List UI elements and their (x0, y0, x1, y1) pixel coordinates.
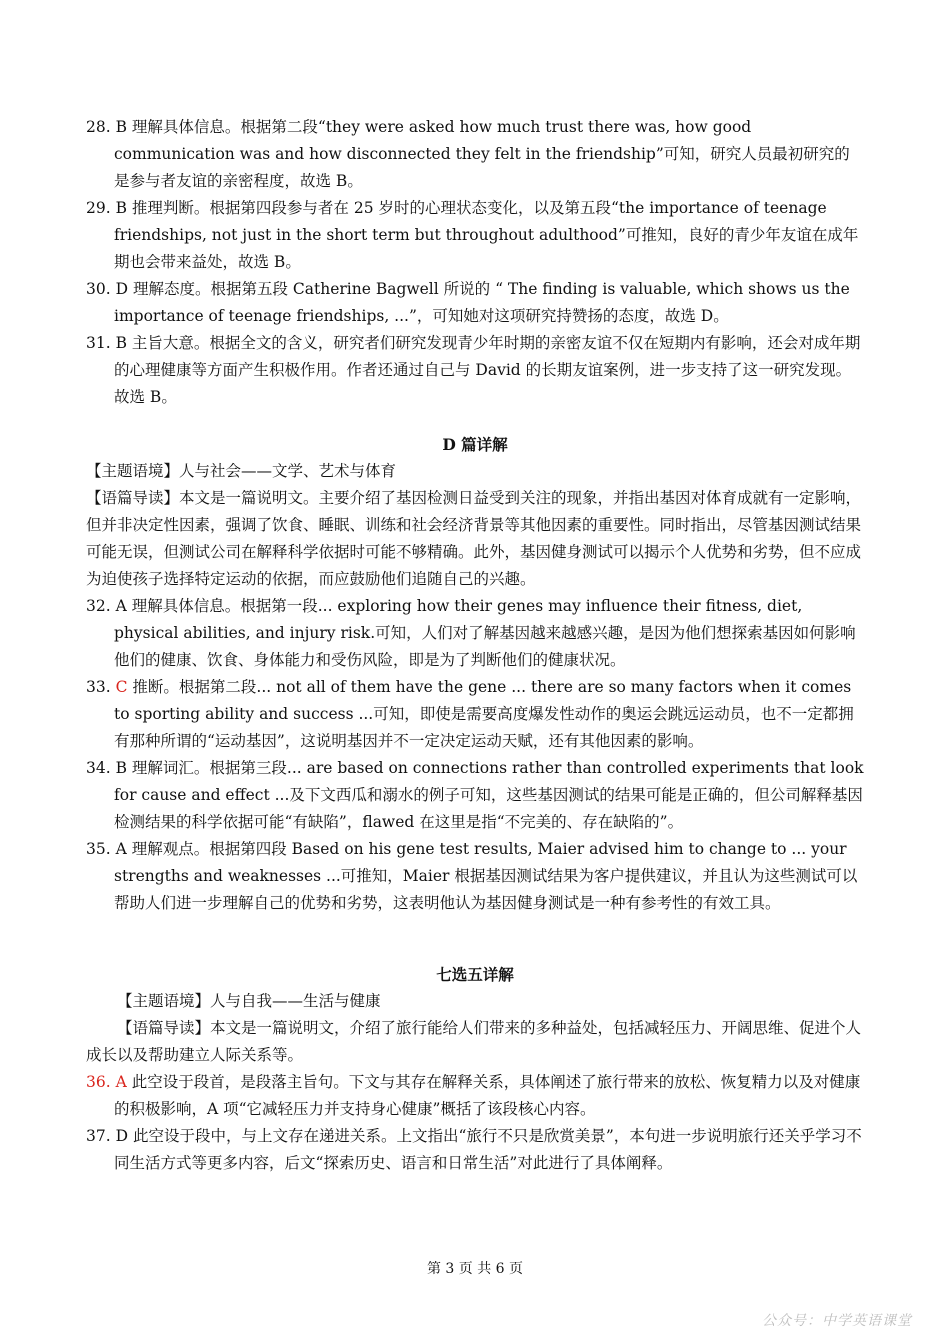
question-33 (86, 674, 864, 755)
question-37 (86, 1123, 864, 1177)
question-number: 35. A (86, 840, 127, 858)
question-number-red: 36. A (86, 1073, 127, 1091)
section-d-theme: 【主题语境】人与社会——文学、艺术与体育 (86, 462, 397, 480)
question-explanation: 此空设于段首，是段落主旨句。下文与其存在解释关系，具体阐述了旅行带来的放松、恢复精力以及对健康的积极影响，A 项“它减轻压力并支持身心健康”概括了该段核心内容。 (114, 1073, 861, 1118)
question-31 (86, 330, 864, 411)
question-explanation: 理解具体信息。根据第二段“they were asked how much trust there was, how good communication was and how disconnected they felt in the friendship”可知，研究人员最初研究的是参与者友谊的亲密程度，故选 B。 (114, 118, 850, 190)
question-number: 33. (86, 678, 111, 696)
section-d-guide: 【语篇导读】本文是一篇说明文。主要介绍了基因检测日益受到关注的现象，并指出基因对体育成就有一定影响，但并非决定性因素，强调了饮食、睡眠、训练和社会经济背景等其他因素的重要性。同时指出，尽管基因测试结果可能无误，但测试公司在解释科学依据时可能不够精确。此外，基因健身测试可以揭示个人优势和劣势，但不应成为迫使孩子选择特定运动的依据，而应鼓励他们追随自己的兴趣。 (86, 489, 862, 588)
question-explanation: 推理判断。根据第四段参与者在 25 岁时的心理状态变化，以及第五段“the importance of teenage friendships, not just in the short term but throughout adulthood”可推知，良好的青少年友谊在成年期也会带来益处，故选 B。 (114, 199, 859, 271)
question-36 (86, 1069, 864, 1123)
question-28 (86, 114, 864, 195)
question-number: 29. B (86, 199, 127, 217)
question-35 (86, 836, 864, 917)
question-explanation: 此空设于段中，与上文存在递进关系。上文指出“旅行不只是欣赏美景”，本句进一步说明旅行还关乎学习不同生活方式等更多内容，后文“探索历史、语言和日常生活”对此进行了具体阐释。 (114, 1127, 862, 1172)
question-29 (86, 195, 864, 276)
answer-letter-red: C (115, 678, 128, 696)
section-d-heading: D 篇详解 (442, 435, 508, 454)
page-content (86, 114, 864, 1177)
question-explanation: 理解观点。根据第四段 Based on his gene test results, Maier advised him to change to ... your strengths and weaknesses ...可推知，Maier 根据基因测试结果为客户提供建议，并且认为这些测试可以帮助人们进一步理解自己的优势和劣势，这表明他认为基因健身测试是一种有参考性的有效工具。 (114, 840, 858, 912)
section-qxw-heading: 七选五详解 (436, 965, 514, 984)
question-explanation: 理解具体信息。根据第一段... exploring how their genes may influence their fitness, diet, physical abilities, and injury risk.可知，人们对了解基因越来越感兴趣，是因为他们想探索基因如何影响他们的健康、饮食、身体能力和受伤风险，即是为了判断他们的健康状况。 (114, 597, 856, 669)
section-qxw-theme: 【主题语境】人与自我——生活与健康 (117, 992, 381, 1010)
watermark: 公众号：中学英语课堂 (762, 1313, 912, 1329)
question-32 (86, 593, 864, 674)
question-number: 37. D (86, 1127, 129, 1145)
question-explanation: 理解态度。根据第五段 Catherine Bagwell 所说的 “ The finding is valuable, which shows us the importance of teenage friendships, ...”，可知她对这项研究持赞扬的态度，故选 D。 (114, 280, 850, 325)
page-footer: 第 3 页 共 6 页 (426, 1261, 524, 1277)
question-30 (86, 276, 864, 330)
question-number: 31. B (86, 334, 127, 352)
section-qxw-guide: 【语篇导读】本文是一篇说明文，介绍了旅行能给人们带来的多种益处，包括减轻压力、开阔思维、促进个人成长以及帮助建立人际关系等。 (86, 1019, 862, 1064)
question-number: 34. B (86, 759, 127, 777)
question-number: 30. D (86, 280, 129, 298)
question-number: 28. B (86, 118, 127, 136)
question-explanation: 主旨大意。根据全文的含义，研究者们研究发现青少年时期的亲密友谊不仅在短期内有影响，还会对成年期的心理健康等方面产生积极作用。作者还通过自己与 David 的长期友谊案例，进一步支持了这一研究发现。故选 B。 (114, 334, 861, 406)
question-number: 32. A (86, 597, 127, 615)
question-explanation: 推断。根据第二段... not all of them have the gene ... there are so many factors when it comes to sporting ability and success ...可知，即使是需要高度爆发性动作的奥运会跳远运动员，也不一定都拥有那种所谓的“运动基因”，这说明基因并不一定决定运动天赋，还有其他因素的影响。 (114, 678, 854, 750)
question-34 (86, 755, 864, 836)
question-explanation: 理解词汇。根据第三段... are based on connections rather than controlled experiments that look for cause and effect ...及下文西瓜和溺水的例子可知，这些基因测试的结果可能是正确的，但公司解释基因检测结果的科学依据可能“有缺陷”，flawed 在这里是指“不完美的、存在缺陷的”。 (114, 759, 864, 831)
